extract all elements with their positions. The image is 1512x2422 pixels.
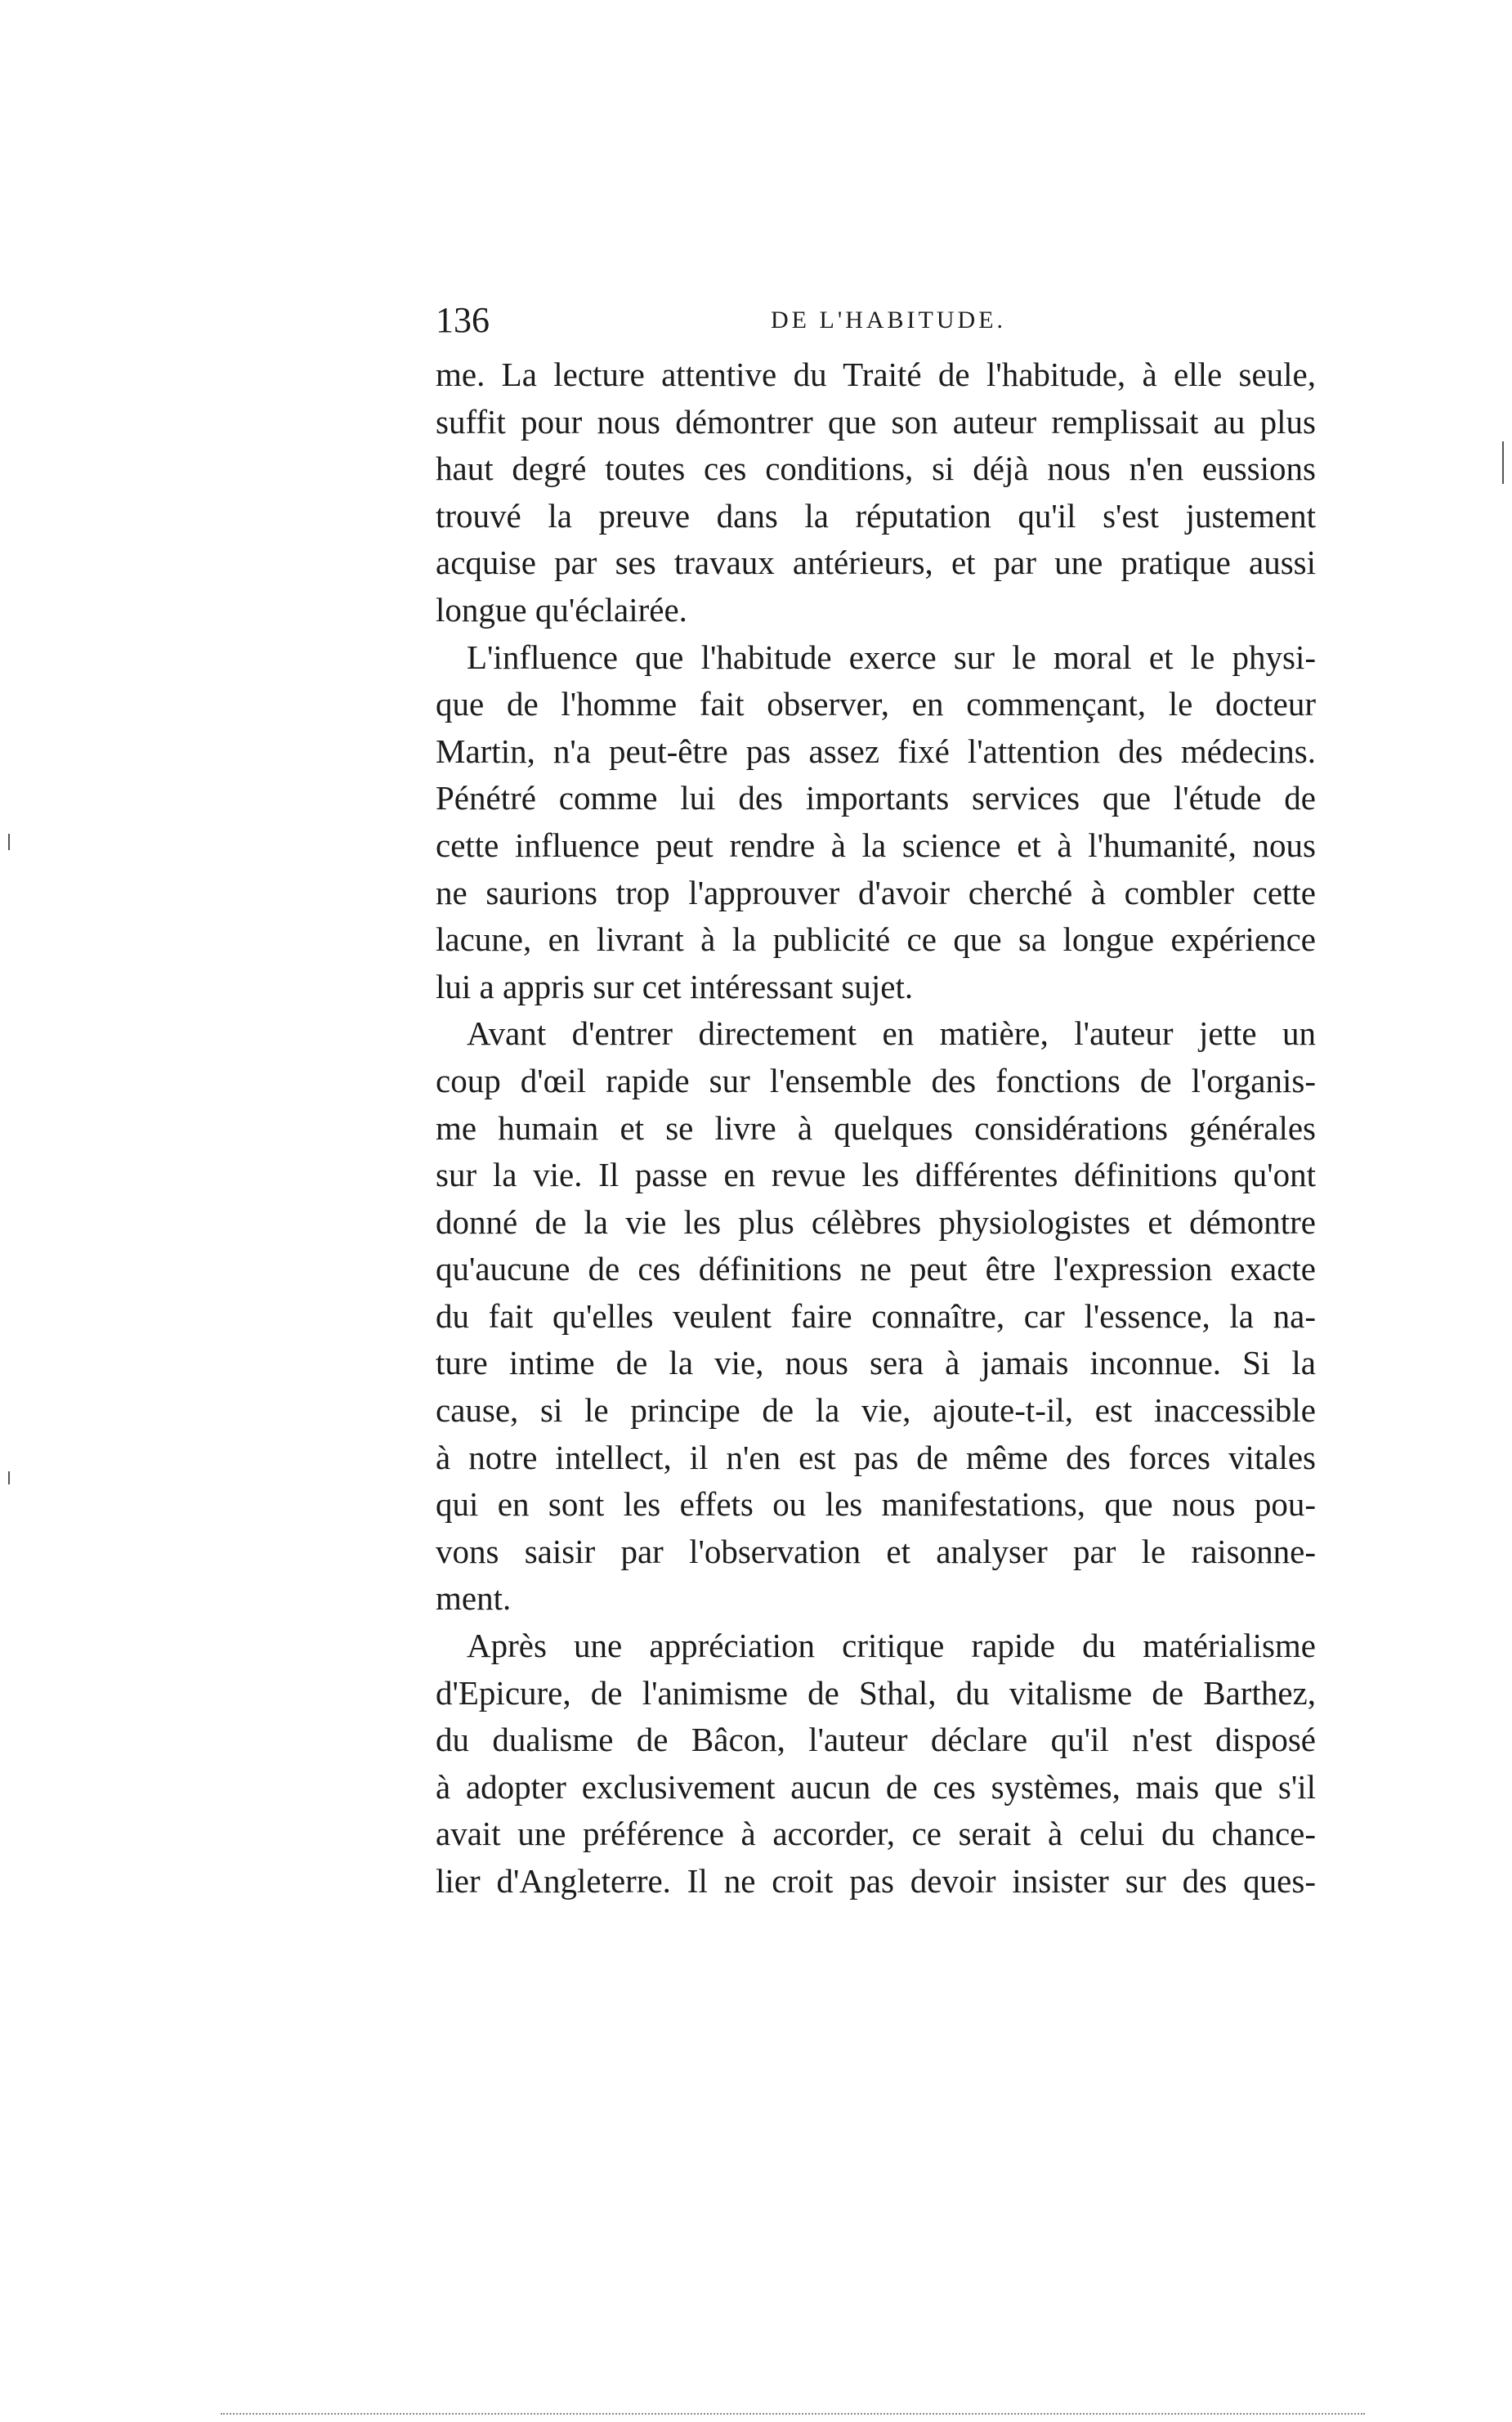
running-head: DE L'HABITUDE. bbox=[771, 307, 1007, 334]
text-line: avait une préférence à accorder, ce serait à celui du chance- bbox=[436, 1815, 1316, 1853]
text-line: que de l'homme fait observer, en commençant, le docteur bbox=[436, 685, 1316, 723]
text-line: lacune, en livrant à la publicité ce que sa longue expérience bbox=[436, 920, 1316, 959]
body-text bbox=[436, 351, 1316, 1905]
text-line: Pénétré comme lui des importants services que l'étude de bbox=[436, 779, 1316, 817]
text-line: vons saisir par l'observation et analyser par le raisonne- bbox=[436, 1532, 1316, 1570]
paragraph-2 bbox=[436, 634, 1316, 1011]
text-line: suffit pour nous démontrer que son auteur remplissait au plus bbox=[436, 402, 1316, 441]
scan-mark bbox=[1502, 441, 1504, 484]
text-line: me. La lecture attentive du Traité de l'habitude, à elle seule, bbox=[436, 356, 1316, 393]
text-line: ment. bbox=[436, 1579, 512, 1618]
text-line: Martin, n'a peut-être pas assez fixé l'attention des médecins. bbox=[436, 732, 1316, 770]
text-line: qui en sont les effets ou les manifestations, que nous pou- bbox=[436, 1485, 1316, 1524]
text-line: lier d'Angleterre. Il ne croit pas devoir insister sur des ques- bbox=[436, 1862, 1316, 1900]
scan-mark bbox=[8, 1471, 10, 1484]
text-line: cette influence peut rendre à la science et à l'humanité, nous bbox=[436, 826, 1316, 864]
text-line: ne saurions trop l'approuver d'avoir cherché à combler cette bbox=[436, 873, 1316, 911]
text-line: haut degré toutes ces conditions, si déjà nous n'en eussions bbox=[436, 450, 1316, 488]
page-header bbox=[436, 296, 1316, 345]
paragraph-4 bbox=[436, 1623, 1316, 1905]
text-line: à adopter exclusivement aucun de ces systèmes, mais que s'il bbox=[436, 1767, 1316, 1806]
text-line: qu'aucune de ces définitions ne peut être l'expression exacte bbox=[436, 1250, 1316, 1288]
text-line: me humain et se livre à quelques considérations générales bbox=[436, 1108, 1316, 1147]
text-line: sur la vie. Il passe en revue les différentes définitions qu'ont bbox=[436, 1156, 1316, 1194]
text-line: du fait qu'elles veulent faire connaître, car l'essence, la na- bbox=[436, 1296, 1316, 1335]
text-line: d'Epicure, de l'animisme de Sthal, du vitalisme de Barthez, bbox=[436, 1673, 1316, 1712]
text-line: lui a appris sur cet intéressant sujet. bbox=[436, 967, 914, 1005]
text-line: trouvé la preuve dans la réputation qu'il s'est justement bbox=[436, 496, 1316, 535]
text-line: donné de la vie les plus célèbres physiologistes et démontre bbox=[436, 1202, 1316, 1241]
text-line: Après une appréciation critique rapide du matérialisme bbox=[467, 1627, 1316, 1665]
page-number: 136 bbox=[436, 300, 490, 340]
text-line: coup d'œil rapide sur l'ensemble des fonctions de l'organis- bbox=[436, 1061, 1316, 1099]
scan-mark bbox=[8, 834, 10, 850]
paragraph-3 bbox=[436, 1010, 1316, 1623]
text-line: longue qu'éclairée. bbox=[436, 590, 687, 629]
text-line: acquise par ses travaux antérieurs, et par une pratique aussi bbox=[436, 544, 1316, 582]
text-line: à notre intellect, il n'en est pas de même des forces vitales bbox=[436, 1438, 1316, 1476]
text-line: cause, si le principe de la vie, ajoute-t-il, est inaccessible bbox=[436, 1391, 1316, 1430]
text-line: ture intime de la vie, nous sera à jamais inconnue. Si la bbox=[436, 1344, 1316, 1382]
paragraph-1 bbox=[436, 351, 1316, 634]
text-line: du dualisme de Bâcon, l'auteur déclare qu'il n'est disposé bbox=[436, 1721, 1316, 1759]
scan-edge-rule bbox=[221, 2413, 1365, 2415]
text-line: L'influence que l'habitude exerce sur le moral et le physi- bbox=[467, 638, 1316, 676]
text-line: Avant d'entrer directement en matière, l'auteur jette un bbox=[467, 1014, 1316, 1053]
